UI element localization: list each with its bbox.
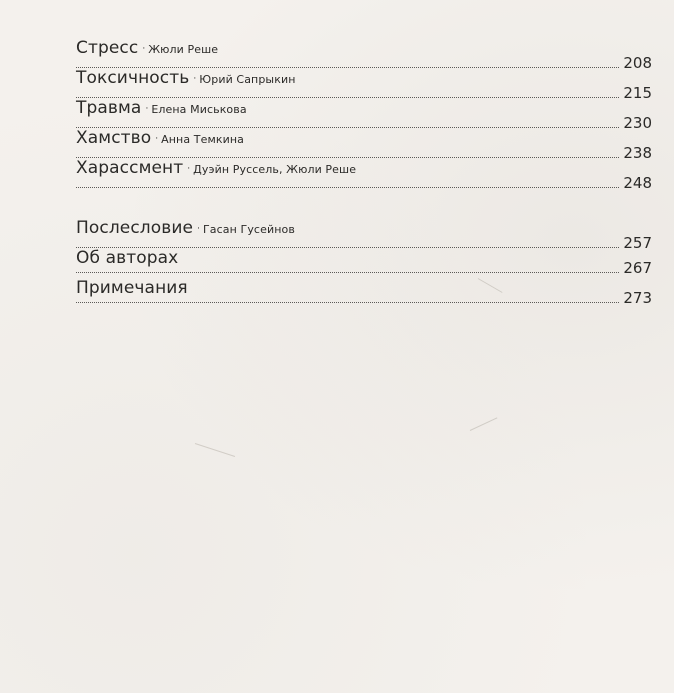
page-number: 238	[623, 144, 652, 162]
toc-entry-harassment[interactable]	[76, 158, 652, 192]
separator-dot: ·	[155, 134, 159, 144]
dot-leader	[76, 272, 619, 273]
separator-dot: ·	[187, 164, 191, 174]
toc-entry-afterword[interactable]	[76, 218, 652, 252]
toc-entry-rudeness[interactable]	[76, 128, 652, 162]
entry-author: Анна Темкина	[161, 133, 244, 146]
page-number: 248	[623, 174, 652, 192]
entry-title: Хамство	[76, 128, 152, 148]
page-number: 208	[623, 54, 652, 72]
page-number: 267	[623, 259, 652, 277]
entry-title: Стресс	[76, 38, 139, 58]
page-number: 230	[623, 114, 652, 132]
entry-author: Дуэйн Руссель, Жюли Реше	[193, 163, 357, 176]
entry-author: Елена Миськова	[151, 103, 247, 116]
separator-dot: ·	[197, 224, 200, 234]
entry-author: Жюли Реше	[148, 43, 219, 56]
separator-dot: ·	[142, 44, 146, 54]
entry-title: Послесловие	[76, 218, 194, 238]
entry-author: Гасан Гусейнов	[202, 223, 295, 236]
separator-dot: ·	[145, 104, 149, 114]
toc-entry-toxicity[interactable]	[76, 68, 652, 102]
toc-entry-trauma[interactable]	[76, 98, 652, 132]
separator-dot: ·	[193, 74, 197, 84]
entry-title: Примечания	[76, 278, 188, 298]
entry-title: Об авторах	[76, 248, 179, 268]
entry-title: Токсичность	[76, 68, 190, 88]
entry-title: Харассмент	[76, 158, 184, 178]
page-number: 257	[623, 234, 652, 252]
paper-scratch	[195, 443, 235, 457]
toc-entry-about-authors[interactable]	[76, 248, 652, 278]
toc-entry-notes[interactable]	[76, 278, 652, 308]
toc-entry-stress[interactable]	[76, 38, 652, 72]
page-number: 215	[623, 84, 652, 102]
paper-scratch	[470, 417, 498, 431]
table-of-contents	[76, 38, 652, 308]
entry-author: Юрий Сапрыкин	[199, 73, 296, 86]
dot-leader	[76, 302, 619, 303]
page-number: 273	[623, 289, 652, 307]
dot-leader	[76, 187, 619, 188]
entry-title: Травма	[76, 98, 142, 118]
